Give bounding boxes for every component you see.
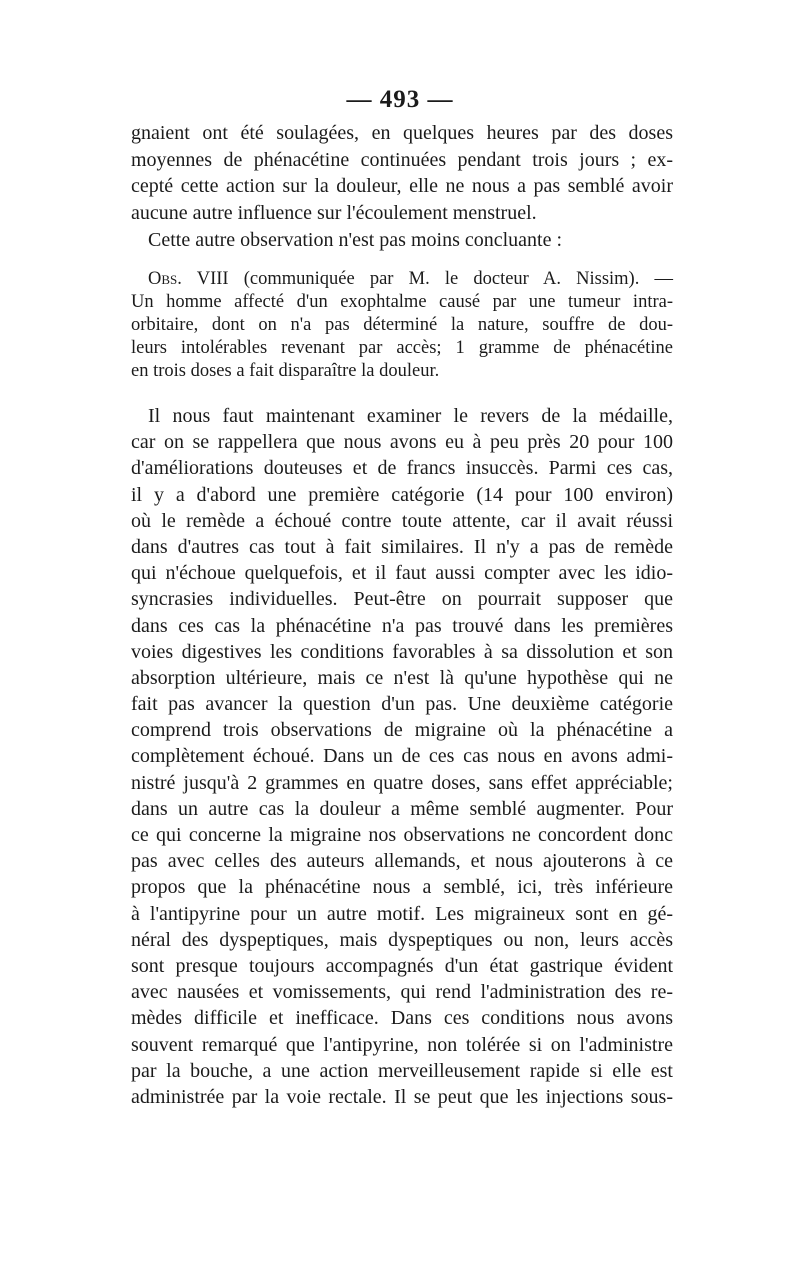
text-line: leurs intolérables revenant par accès; 1 gramme de phénacétine (131, 338, 673, 358)
text-line: propos que la phénacétine nous a semblé, ici, très inférieure (131, 876, 673, 899)
observation-heading-text: VIII (communiquée par M. le docteur A. Nissim). — (196, 269, 673, 289)
text-line: pas avec celles des auteurs allemands, et nous ajouterons à ce (131, 850, 673, 873)
paragraph-continuation (131, 120, 673, 226)
text-line: mèdes difficile et inefficace. Dans ces conditions nous avons (131, 1007, 673, 1030)
text-line: absorption ultérieure, mais ce n'est là qu'une hypothèse qui ne (131, 666, 673, 689)
text-line: souvent remarqué que l'antipyrine, non tolérée si on l'administre (131, 1033, 673, 1056)
text-line: sont presque toujours accompagnés d'un état gastrique évident (131, 954, 673, 977)
paragraph-main (131, 403, 673, 1110)
text-line: où le remède a échoué contre toute attente, car il avait réussi (131, 509, 673, 532)
text-line: dans d'autres cas tout à fait similaires. Il n'y a pas de remède (131, 535, 673, 558)
text-line: il y a d'abord une première catégorie (14 pour 100 environ) (131, 483, 673, 506)
text-line: gnaient ont été soulagées, en quelques heures par des doses (131, 122, 673, 144)
observation-block (131, 268, 673, 383)
text-line: ce qui concerne la migraine nos observations ne concordent donc (131, 824, 673, 846)
text-line: qui n'échoue quelquefois, et il faut aussi compter avec les idio- (131, 562, 673, 585)
observation-label: Obs. (148, 269, 182, 289)
text-line: en trois doses a fait disparaître la douleur. (131, 361, 440, 381)
text-line: Cette autre observation n'est pas moins concluante : (148, 229, 563, 251)
observation-heading-line (131, 268, 673, 291)
text-line: Un homme affecté d'un exophtalme causé par une tumeur intra- (131, 292, 673, 312)
text-line: dans ces cas la phénacétine n'a pas trouvé dans les premières (131, 614, 673, 637)
text-line: Il nous faut maintenant examiner le revers de la médaille, (148, 405, 673, 427)
paragraph-intro-observation (131, 227, 673, 254)
text-line: administrée par la voie rectale. Il se peut que les injections sous- (131, 1085, 673, 1108)
text-line: syncrasies individuelles. Peut-être on pourrait supposer que (131, 588, 673, 611)
text-line: avec nausées et vomissements, qui rend l'administration des re- (131, 981, 673, 1004)
text-line: voies digestives les conditions favorables à sa dissolution et son (131, 640, 673, 663)
text-line: complètement échoué. Dans un de ces cas nous en avons admi- (131, 745, 673, 768)
text-line: nistré jusqu'à 2 grammes en quatre doses, sans effet appréciable; (131, 771, 673, 794)
text-line: orbitaire, dont on n'a pas déterminé la nature, souffre de dou- (131, 315, 673, 335)
page-number: — 493 — (346, 86, 454, 113)
text-line: moyennes de phénacétine continuées pendant trois jours ; ex- (131, 148, 673, 171)
text-line: par la bouche, a une action merveilleusement rapide si elle est (131, 1059, 673, 1082)
text-line: néral des dyspeptiques, mais dyspeptiques ou non, leurs accès (131, 928, 673, 951)
text-line: à l'antipyrine pour un autre motif. Les migraineux sont en gé- (131, 902, 673, 925)
text-line: aucune autre influence sur l'écoulement menstruel. (131, 201, 537, 224)
text-line: cepté cette action sur la douleur, elle ne nous a pas semblé avoir (131, 175, 673, 197)
text-line: fait pas avancer la question d'un pas. Une deuxième catégorie (131, 693, 673, 716)
text-line: comprend trois observations de migraine où la phénacétine a (131, 719, 673, 742)
text-line: car on se rappellera que nous avons eu à peu près 20 pour 100 (131, 431, 673, 454)
text-line: dans un autre cas la douleur a même semblé augmenter. Pour (131, 797, 673, 820)
text-line: d'améliorations douteuses et de francs insuccès. Parmi ces cas, (131, 457, 673, 480)
